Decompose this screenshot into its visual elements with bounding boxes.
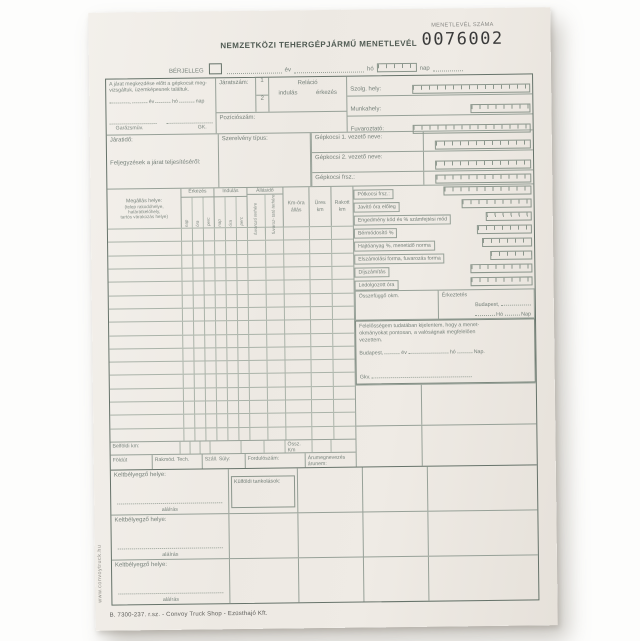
rakott-km-header: Rakott km (334, 199, 350, 213)
jaratszam-row-1: 1 (256, 78, 268, 96)
relacio-cell (268, 77, 346, 112)
driver1-label: Gépkocsi 1. vezető neve: (312, 132, 424, 152)
elszamolasi-label: Elszámolási forma, fuvarozás forma (354, 254, 445, 265)
jaratido-label: Járatidő: (109, 137, 133, 144)
serial-block (402, 22, 522, 50)
jaratszam-row-2: 2 (260, 95, 265, 102)
driver2-label: Gépkocsi 2. vezető neve: (312, 152, 424, 172)
blank-line (433, 65, 463, 71)
javito-label: Javító óra előleg (354, 202, 400, 213)
stops-table-header: Megállás helye: (telep rakodóhelye, határátkelőhely, tartós várakozás helye) Érkezés nap óra perc Indulás nap óra perc Állásidő fuvarozó terhére fuvaroz- tató terhére Km-óra állás Üres km Rakott km (107, 187, 352, 229)
comb-field (377, 63, 417, 72)
signature-label: aláírás (162, 596, 180, 603)
blank-line (294, 66, 364, 73)
comb-field (486, 211, 532, 221)
szerelveny-cell: Szerelvény típus: (219, 133, 312, 187)
indulas-header: Indulás (214, 188, 246, 197)
osszefuggo-box: Összefüggő okm. (355, 290, 439, 321)
ledolgozott-label: Ledolgozott óra (355, 280, 399, 291)
allasido-header: Állásidő (247, 187, 282, 194)
empty-grid (356, 382, 537, 466)
bermodosito-label: Bérmódosító % (354, 228, 398, 239)
garazs-label: Garázsmüv. (115, 124, 144, 132)
place-header: Megállás helye: (125, 197, 163, 205)
trip-number-cell (216, 77, 347, 134)
section-stamps (111, 464, 539, 604)
fordulo-label: Fordulószám: (246, 453, 306, 468)
tankolasok-box: Külföldi tankolások: (231, 475, 295, 508)
erkeztetes-label: Érkeztetés (441, 292, 468, 299)
szolg-hely-label: Szolg. hely: (350, 86, 382, 93)
jaratszam-label: Járatszám: (219, 79, 249, 87)
waybill-form (105, 73, 539, 605)
jaratszam-rows (255, 78, 268, 112)
perc-subheader: perc (205, 217, 211, 227)
inspection-date-line: , év hó nap (109, 97, 212, 106)
comb-field (435, 139, 531, 149)
paper-sheet (88, 7, 558, 631)
dijszamitas-label: Díjszámítás (354, 267, 389, 277)
relacio-label: Reláció (297, 80, 318, 87)
inspection-cell (106, 78, 217, 134)
ossz-km-label: Össz. Km (285, 440, 312, 452)
erkezes-header: Érkezés (181, 188, 213, 197)
statement-box: Felelősségem tudatában kijelentem, hogy a menet- okmányokat pontosan, a valóságnak megfelelően vezettem. Budapest, év hó Nap. Gkv. (355, 318, 536, 384)
driver-cells (311, 130, 534, 186)
comb-field (477, 224, 532, 234)
gk-label: GK. (197, 124, 207, 131)
section-top (106, 74, 533, 134)
section-main (107, 183, 536, 469)
osszefuggo-row (355, 288, 535, 320)
signature-label: aláírás (162, 551, 179, 558)
serial-number: 0076002 (421, 28, 504, 50)
indulas-label: indulás (278, 90, 298, 97)
garazs-line (110, 117, 213, 131)
stamp-box: Keltbélyegző helye: aláírás (111, 469, 229, 515)
stops-table (107, 187, 356, 470)
comb-field (482, 237, 532, 247)
signature-label: aláírás (161, 506, 178, 513)
arumegnev-label: Árumegnevezés árunem: (307, 454, 346, 468)
ev-label: év (284, 67, 292, 74)
comb-field (412, 83, 530, 93)
bottom-grid (229, 465, 539, 603)
berjelleg-label: BÉRJELLEG (168, 68, 204, 75)
rakmod-label: Rakmód. Tech. (153, 454, 203, 469)
comb-field (462, 198, 532, 208)
stamp-box: Keltbélyegző helye: aláírás (111, 514, 229, 560)
stamp-box: Keltbélyegző helye: aláírás (112, 559, 230, 604)
comb-field (470, 103, 530, 113)
jaratido-cell (107, 134, 220, 188)
section-vehicle (107, 129, 534, 188)
ora-subheader: óra (194, 220, 200, 227)
pozicioszam-cell: Pozíciószám: (216, 111, 346, 134)
feljegyzesek-label: Feljegyzések a járat teljesítéséről: (110, 159, 201, 167)
comb-field (470, 263, 532, 273)
stops-table-body (108, 226, 356, 442)
berjelleg-line (169, 59, 529, 74)
munkahely-label: Munkahely: (350, 106, 382, 113)
statement-date-line: Budapest, év hó Nap. (359, 348, 485, 357)
comb-field (435, 159, 531, 169)
serial-label: MENETLEVÉL SZÁMA (431, 21, 494, 29)
fuvaroztato-terhere: fuvaroz- tató terhére (270, 194, 277, 235)
szall-suly-label: Száll. Súly: (203, 454, 246, 469)
berjelleg-checkbox (209, 63, 222, 74)
gkv-line: Gkv. (360, 371, 472, 381)
erkezes-label: érkezés (315, 89, 338, 96)
hajtoanyag-label: Hajtóanyag %, menetidő norma (354, 241, 435, 252)
service-place-cell (346, 74, 533, 131)
fuvarozo-terhere: fuvarozó terhére (252, 202, 259, 235)
km-ora-header: Km-óra állás (287, 200, 305, 213)
comb-field (435, 173, 531, 183)
erkeztetes-box: Érkeztetés Budapest, Hó Nap (439, 288, 535, 319)
settlement-panel (353, 184, 536, 466)
nap-label: nap (419, 65, 430, 72)
blank-line (227, 67, 282, 74)
side-vertical-text: www.convoytruck.hu (96, 544, 104, 603)
belfoldi-label: Belföldi km: (110, 442, 180, 455)
fuvaroztato-label: Fuvaroztató: (350, 126, 385, 133)
engedmeny-label: Engedmény kód és % számfejtési mód (354, 214, 452, 225)
plate-label: Gépkocsi frsz.: (312, 171, 424, 186)
form-title: NEMZETKÖZI TEHERGÉPJÁRMŰ MENETLEVÉL (220, 38, 418, 51)
ho-label: hó (366, 66, 374, 73)
foldut-label: Földút (111, 455, 153, 470)
comb-field (471, 276, 533, 286)
print-reference: B. 7300-237. r.sz. - Convoy Truck Shop - Ezüsthajó Kft. (109, 610, 268, 619)
comb-field (490, 250, 532, 260)
stamp-column (111, 469, 231, 604)
nap-subheader: nap (183, 219, 189, 227)
potkocsi-label: Pótkocsi frsz.: (353, 189, 393, 199)
ures-km-header: Üres km (314, 200, 326, 213)
comb-field (443, 185, 531, 195)
inspection-text: A járat megkezdése előtt a gépkocsit meg- vizsgáltuk, üzemképesnek találtuk. (109, 80, 207, 94)
